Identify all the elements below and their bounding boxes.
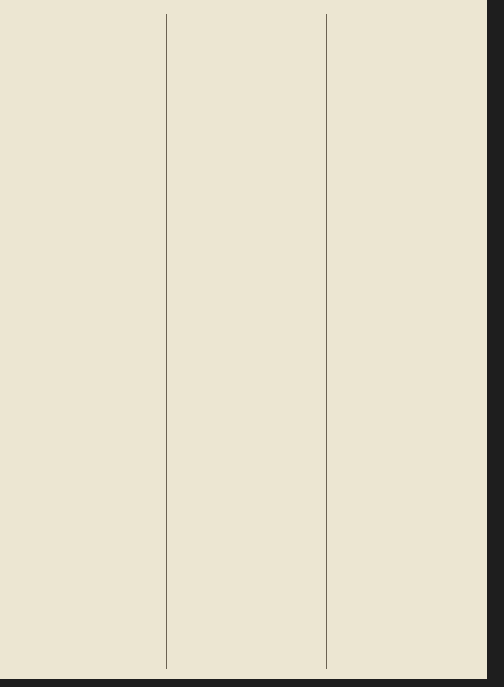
page-edge-bottom	[0, 679, 504, 687]
column-rule	[166, 14, 167, 669]
column-rule	[326, 14, 327, 669]
text-column-1	[16, 14, 162, 669]
text-column-3	[331, 14, 477, 669]
text-column-2	[172, 14, 321, 669]
page-edge-right	[487, 0, 504, 687]
masthead	[16, 4, 471, 12]
